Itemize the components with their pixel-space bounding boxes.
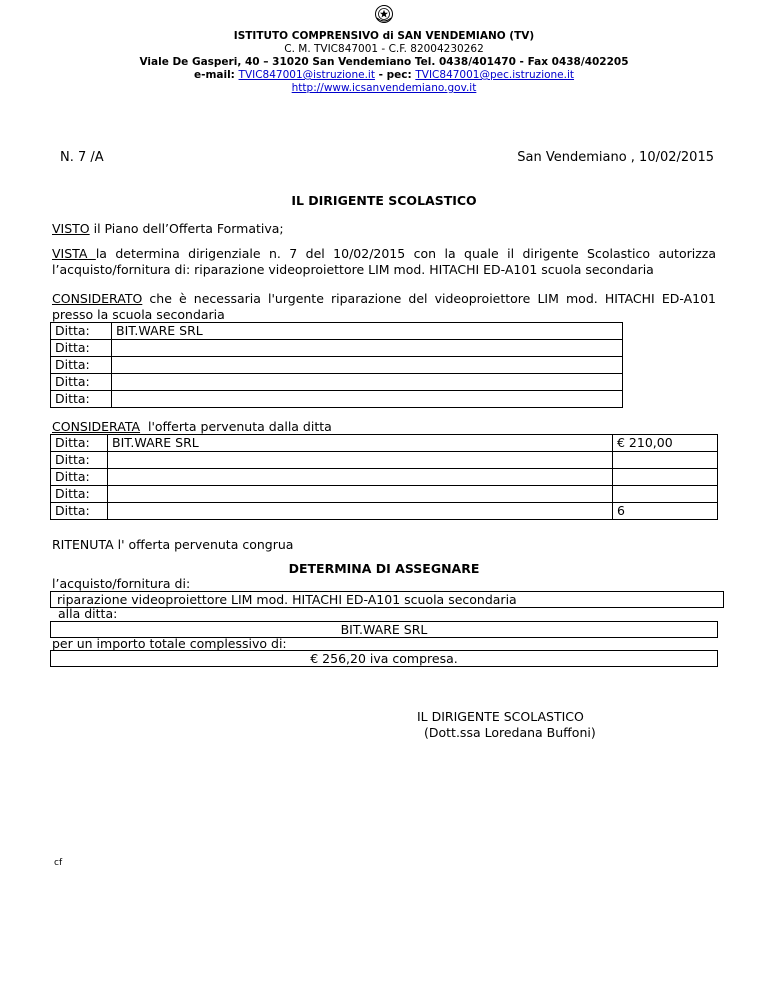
- table-row: [51, 486, 718, 503]
- considerata-paragraph: [52, 419, 716, 435]
- ditta-assign-box: BIT.WARE SRL: [50, 621, 718, 638]
- ditta-name: [108, 486, 613, 503]
- ditta-amount: [613, 486, 718, 503]
- ditta-name: BIT.WARE SRL: [108, 435, 613, 452]
- school-codes: C. M. TVIC847001 - C.F. 82004230262: [284, 43, 484, 55]
- ditta-label: Ditta:: [51, 357, 112, 374]
- table-row: [51, 435, 718, 452]
- school-name: ISTITUTO COMPRENSIVO di SAN VENDEMIANO (TV): [233, 30, 535, 42]
- ditta-label: Ditta:: [51, 391, 112, 408]
- considerato-table: [50, 322, 623, 408]
- considerata-text: l'offerta pervenuta dalla ditta: [140, 419, 332, 434]
- considerata-table: [50, 434, 718, 520]
- considerato-paragraph: [52, 291, 716, 323]
- vista-text: la determina dirigenziale n. 7 del 10/02/2015 con la quale il dirigente Scolastico autorizza l’acquisto/fornitura di: riparazione videoproiettore LIM mod. HITACHI ED-A101 scuola secondaria: [52, 246, 716, 277]
- website-link[interactable]: http://www.icsanvendemiano.gov.it: [291, 82, 477, 94]
- table-row: [51, 340, 623, 357]
- table-row: [51, 323, 623, 340]
- ditta-label: Ditta:: [51, 340, 112, 357]
- ditta-label: Ditta:: [51, 452, 108, 469]
- ditta-name: [108, 469, 613, 486]
- ditta-assign-label: alla ditta:: [58, 606, 118, 621]
- pec-label: - pec:: [378, 69, 412, 81]
- ditta-name: [108, 503, 613, 520]
- ditta-name: BIT.WARE SRL: [112, 323, 623, 340]
- table-row: [51, 469, 718, 486]
- ditta-amount: [613, 469, 718, 486]
- ditta-label: Ditta:: [51, 469, 108, 486]
- ditta-label: Ditta:: [51, 486, 108, 503]
- considerato-text: che è necessaria l'urgente riparazione del videoproiettore LIM mod. HITACHI ED-A101 presso la scuola secondaria: [52, 291, 716, 322]
- page-title: IL DIRIGENTE SCOLASTICO: [291, 193, 477, 208]
- table-row: [51, 452, 718, 469]
- ditta-label: Ditta:: [51, 503, 108, 520]
- ritenuta-paragraph: RITENUTA l' offerta pervenuta congrua: [52, 537, 294, 552]
- vista-paragraph: [52, 246, 716, 278]
- table-row: [51, 357, 623, 374]
- table-row: [51, 374, 623, 391]
- school-address: Viale De Gasperi, 40 – 31020 San Vendemiano Tel. 0438/401470 - Fax 0438/402205: [139, 56, 629, 68]
- visto-paragraph: [52, 221, 716, 237]
- ditta-amount: [613, 452, 718, 469]
- ditta-label: Ditta:: [51, 435, 108, 452]
- republic-emblem-icon: [374, 4, 394, 24]
- determina-title: DETERMINA DI ASSEGNARE: [288, 561, 480, 576]
- school-contacts: [0, 69, 768, 82]
- considerato-keyword: CONSIDERATO: [52, 291, 143, 306]
- place-date: San Vendemiano , 10/02/2015: [517, 150, 714, 165]
- signature-name: (Dott.ssa Loredana Buffoni): [424, 725, 596, 740]
- email-link[interactable]: TVIC847001@istruzione.it: [238, 69, 375, 81]
- ditta-amount: € 210,00: [613, 435, 718, 452]
- ditta-amount: 6: [613, 503, 718, 520]
- footer-initials: cf: [54, 858, 63, 868]
- table-row: [51, 391, 623, 408]
- ditta-name: [112, 357, 623, 374]
- signature-role: IL DIRIGENTE SCOLASTICO: [417, 709, 584, 724]
- importo-label: per un importo totale complessivo di:: [52, 636, 287, 651]
- pec-link[interactable]: TVIC847001@pec.istruzione.it: [415, 69, 575, 81]
- email-label: e-mail:: [193, 69, 235, 81]
- visto-keyword: VISTO: [52, 221, 90, 236]
- acquisto-label: l’acquisto/fornitura di:: [52, 576, 191, 591]
- importo-value-box: € 256,20 iva compresa.: [50, 650, 718, 667]
- considerata-keyword: CONSIDERATA: [52, 419, 141, 434]
- acquisto-value-box: riparazione videoproiettore LIM mod. HITACHI ED-A101 scuola secondaria: [50, 591, 724, 608]
- visto-text: il Piano dell’Offerta Formativa;: [89, 221, 284, 236]
- protocol-number: N. 7 /A: [60, 150, 104, 165]
- ditta-name: [108, 452, 613, 469]
- ditta-name: [112, 391, 623, 408]
- ditta-label: Ditta:: [51, 323, 112, 340]
- ditta-name: [112, 340, 623, 357]
- ditta-name: [112, 374, 623, 391]
- ditta-label: Ditta:: [51, 374, 112, 391]
- table-row: [51, 503, 718, 520]
- website-row: [0, 82, 768, 95]
- vista-keyword: VISTA: [52, 246, 96, 261]
